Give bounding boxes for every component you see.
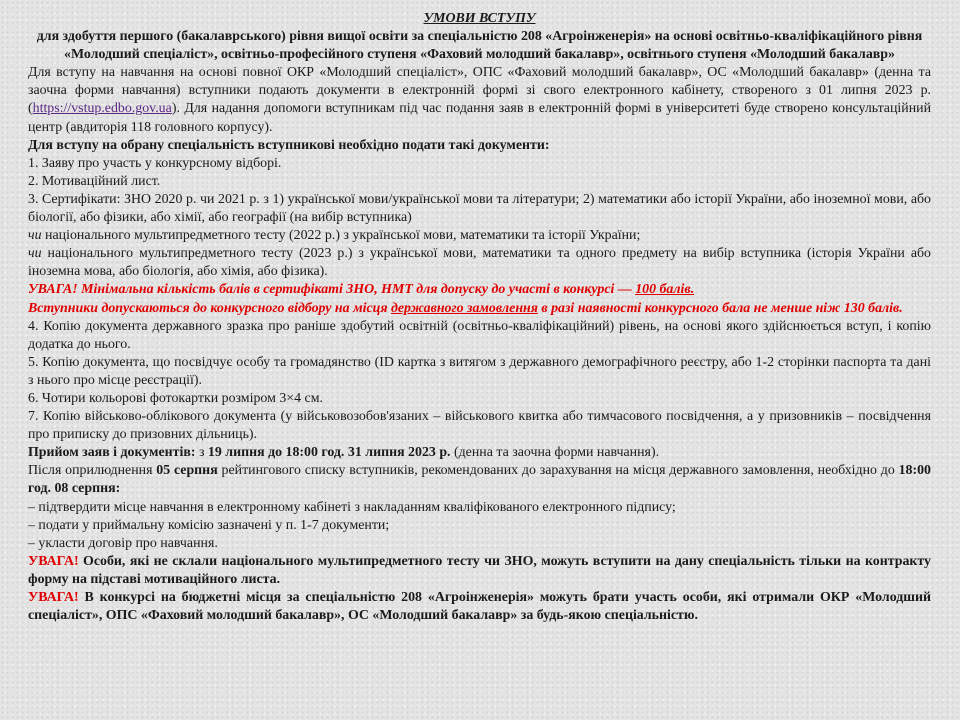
warning-state-order: [28, 300, 931, 318]
note-budget-text: В конкурсі на бюджетні місця за спеціальністю 208 «Агроінженерія» можуть брати участь особи, які отримали ОКР «Молодший спеціаліст», ОПС «Фаховий молодший бакалавр», ОС «Молодший бакалавр» за будь-якою спеціальністю.: [28, 590, 931, 624]
option-text: національного мультипредметного тесту (2022 р.) з української мови, математики та історії України;: [41, 228, 641, 244]
warning-state-order-start: Вступники допускаються до конкурсного відбору на місця: [28, 300, 391, 316]
after-pub-deadline: 18:00 год. 08 серпня:: [28, 463, 932, 497]
note-contract-text: Особи, які не склали національного мультипредметного тесту чи ЗНО, можуть вступити на дану спеціальність тільки на контракту форму на підставі мотиваційного листа.: [28, 553, 931, 587]
after-pub-a: Після оприлюднення: [28, 463, 157, 479]
admission-conditions-document: [28, 10, 931, 625]
note-contract-label: УВАГА!: [28, 553, 79, 569]
bullet-contract: – укласти договір про навчання.: [28, 535, 218, 551]
bullet-confirm: – підтвердити місце навчання в електронному кабінеті з накладанням кваліфікованого електронного підпису;: [28, 499, 676, 515]
list-item-2: 2. Мотиваційний лист.: [28, 173, 161, 189]
warning-state-order-end: в разі наявності конкурсного бала не менше ніж 130 балів.: [537, 300, 903, 316]
intake-label: Прийом заяв і документів:: [28, 445, 196, 461]
intro-text-end: ). Для надання допомоги вступникам під час подання заяв в електронній формі в університеті буде створено консультаційний центр (авдиторія 118 головного корпусу).: [28, 101, 931, 135]
intro-text-start: Для вступу на навчання на основі повної ОКР «Молодший спеціаліст», ОПС «Фаховий молодший бакалавр», ОС «Молодший бакалавр» (денна та заочна форми навчання) вступники подають документи в електронній формі зі свого електронного кабінету, створеного з 01 липня 2023 р. (: [28, 65, 931, 117]
intake-from-word: з: [195, 445, 208, 461]
list-item-3-option-2023: [28, 245, 931, 281]
or-word: чи: [28, 246, 42, 262]
list-item-3-option-2022: [28, 227, 931, 245]
list-item-4: 4. Копію документа державного зразка про раніше здобутий освітній (освітньо-кваліфікаційний) рівень, на основі якого здійснюється вступ, і копію додатка до нього.: [28, 318, 931, 352]
list-item-1: 1. Заяву про участь у конкурсному відборі.: [28, 155, 282, 171]
list-item-7: 7. Копію військово-облікового документа (у військовозобов'язаних – військового квитка або тимчасового посвідчення, а у призовників – посвідчення про приписку до призовних дільниць).: [28, 409, 931, 443]
page-title: УМОВИ ВСТУПУ: [423, 11, 536, 26]
bullet-submit: – подати у приймальну комісію зазначені у п. 1-7 документи;: [28, 517, 390, 533]
intake-from: 19 липня до 18:00 год.: [207, 445, 345, 461]
documents-heading: Для вступу на обрану спеціальність вступникові необхідно подати такі документи:: [28, 137, 550, 153]
after-pub-date: 05 серпня: [156, 463, 218, 479]
warning-min-score: [28, 281, 931, 299]
intake-tail: (денна та заочна форми навчання).: [450, 445, 660, 461]
after-pub-b: рейтингового списку вступників, рекомендованих до зарахування на місця державного замовлення, необхідно до: [217, 463, 899, 479]
vstup-link[interactable]: https://vstup.edbo.gov.ua: [32, 101, 172, 117]
note-contract-only: [28, 553, 931, 589]
warning-min-score-value: 100 балів.: [635, 282, 695, 298]
note-budget-places: [28, 589, 931, 625]
list-item-5: 5. Копію документа, що посвідчує особу та громадянство (ID картка з витягом з державного демографічного реєстру, або 1-2 сторінки паспорта та дані з нього про місце реєстрації).: [28, 354, 931, 388]
note-budget-label: УВАГА!: [28, 590, 79, 605]
list-item-3: 3. Сертифікати: ЗНО 2020 р. чи 2021 р. з 1) української мови/української мови та літератури; 2) математики або історії України, або іноземної мови, або біології, або фізики, або хімії, або географії (на вибір вступника): [28, 191, 931, 226]
page-subtitle: для здобуття першого (бакалаврського) рівня вищої освіти за спеціальністю 208 «Агроінженерія» на основі освітньо-кваліфікаційного рівня «Молодший спеціаліст», освітньо-професійного ступеня «Фаховий молодший бакалавр», освітнього ступеня «Молодший бакалавр»: [36, 29, 923, 63]
after-publication-paragraph: [28, 462, 931, 498]
intake-dates: [28, 444, 931, 462]
intake-to: 31 липня 2023 р.: [347, 445, 451, 461]
list-item-6: 6. Чотири кольорові фотокартки розміром 3×4 см.: [28, 390, 323, 406]
or-word: чи: [28, 228, 42, 244]
intro-paragraph: [28, 64, 931, 136]
option-text: національного мультипредметного тесту (2023 р.) з української мови, математики та одного предмету на вибір вступника (історія України або іноземна мова, або біологія, або хімія, або фізика).: [28, 246, 931, 280]
warning-min-score-text: УВАГА! Мінімальна кількість балів в сертифікаті ЗНО, НМТ для допуску до участі в конкурсі —: [28, 282, 636, 298]
heading-block: [28, 10, 931, 64]
warning-state-order-underlined: державного замовлення: [390, 300, 538, 316]
